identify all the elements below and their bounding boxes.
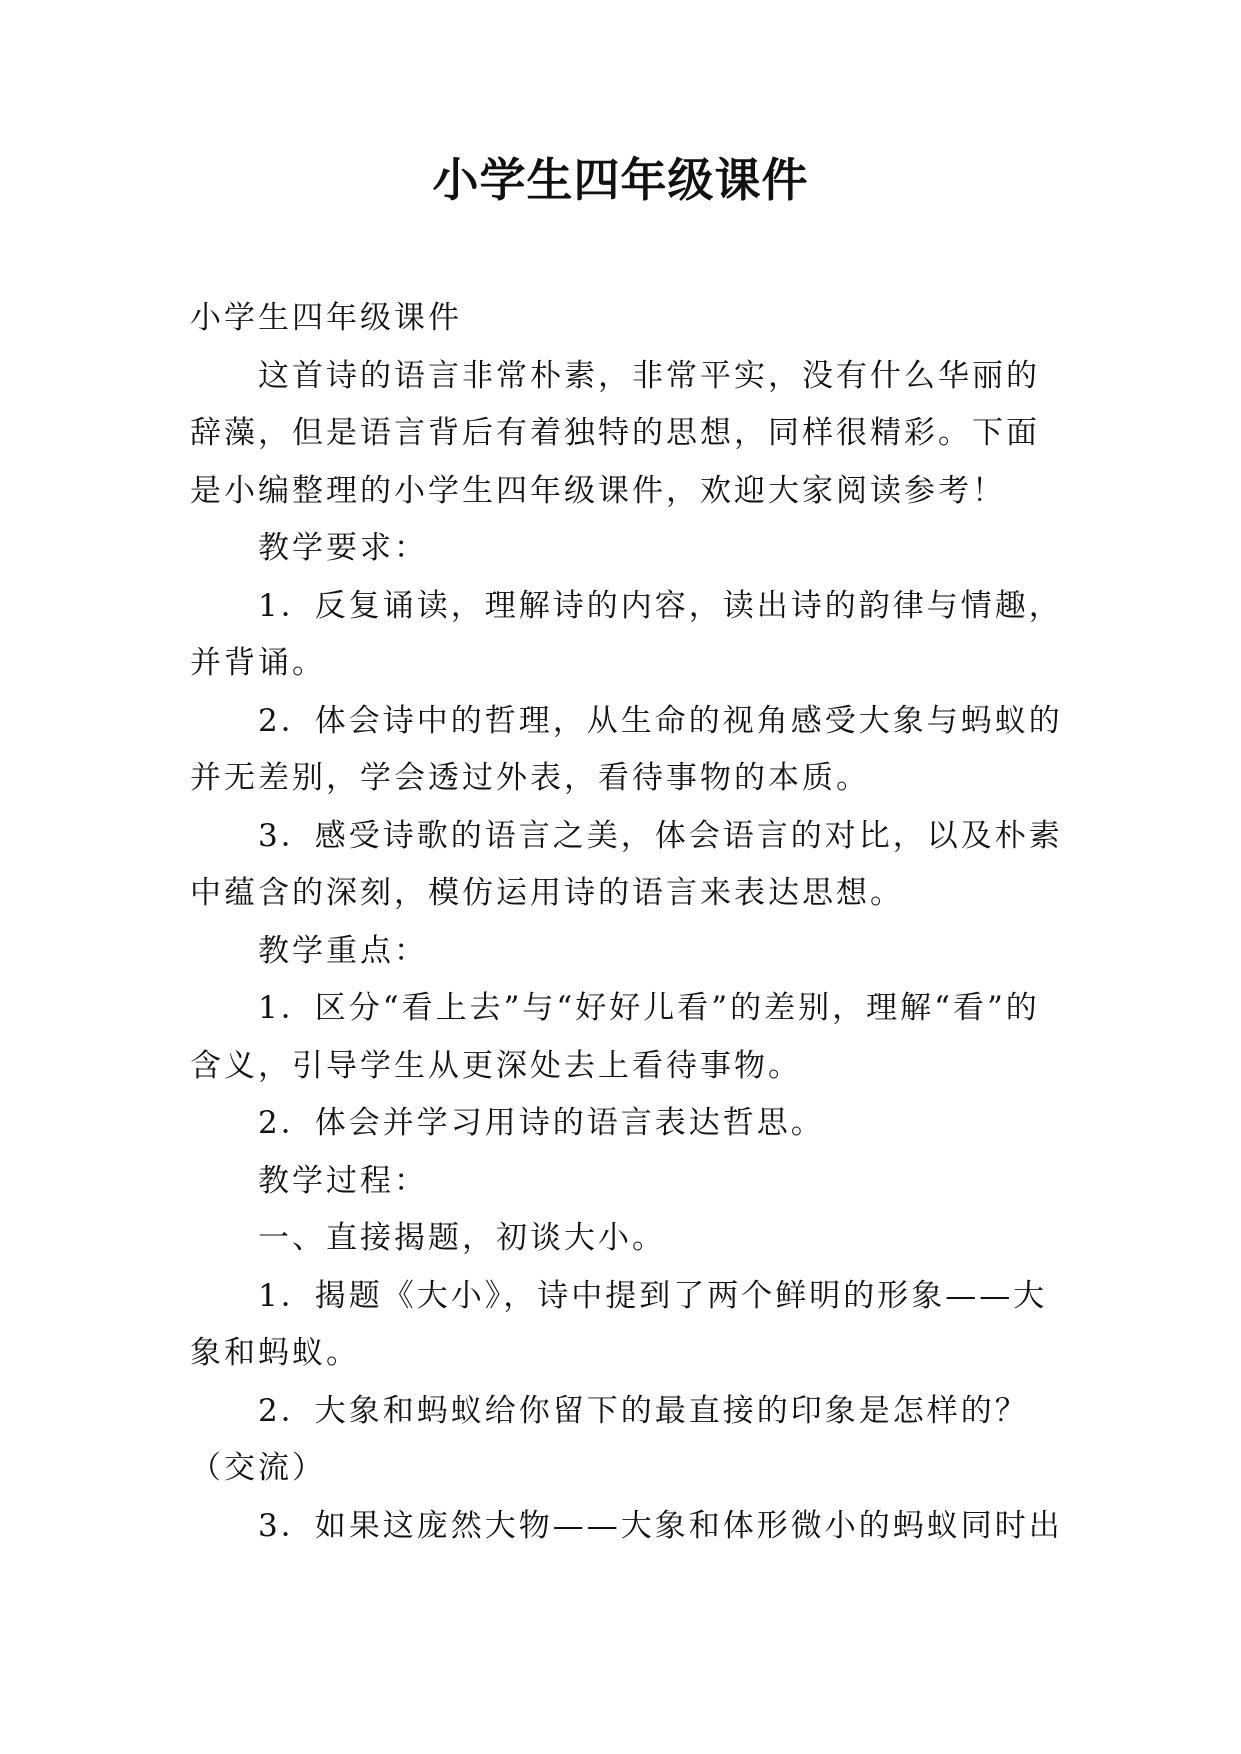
process-step-heading-1: 一、直接揭题，初谈大小。: [258, 1220, 666, 1256]
section-heading-process: 教学过程：: [258, 1162, 428, 1199]
process-item-3: 3．如果这庞然大物——大象和体形微小的蚂蚁同时出: [258, 1507, 1063, 1544]
requirement-item-2: 2．体会诗中的哲理，从生命的视角感受大象与蚂蚁的并无差别，学会透过外表，看待事物的本质。: [190, 702, 1063, 796]
intro-paragraph: 这首诗的语言非常朴素，非常平实，没有什么华丽的辞藻，但是语言背后有着独特的思想，同样很精彩。下面是小编整理的小学生四年级课件，欢迎大家阅读参考！: [190, 357, 1040, 509]
requirement-item-1: 1．反复诵读，理解诗的内容，读出诗的韵律与情趣，并背诵。: [190, 587, 1063, 681]
process-item-1: 1．揭题《大小》，诗中提到了两个鲜明的形象——大象和蚂蚁。: [190, 1277, 1048, 1371]
subtitle-paragraph: 小学生四年级课件: [190, 300, 462, 336]
process-item-2: 2．大象和蚂蚁给你留下的最直接的印象是怎样的？（交流）: [190, 1392, 1029, 1486]
requirement-item-3: 3．感受诗歌的语言之美，体会语言的对比，以及朴素中蕴含的深刻，模仿运用诗的语言来表达思想。: [190, 817, 1063, 911]
key-point-item-2: 2．体会并学习用诗的语言表达哲思。: [258, 1105, 825, 1141]
section-heading-requirements: 教学要求：: [258, 530, 428, 566]
section-heading-key-points: 教学重点：: [258, 932, 428, 969]
key-point-item-1: 1．区分“看上去”与“好好儿看”的差别，理解“看”的含义，引导学生从更深处去上看待事物。: [190, 990, 1040, 1084]
document-body: [190, 290, 1070, 1555]
document-title: 小学生四年级课件: [432, 153, 809, 207]
